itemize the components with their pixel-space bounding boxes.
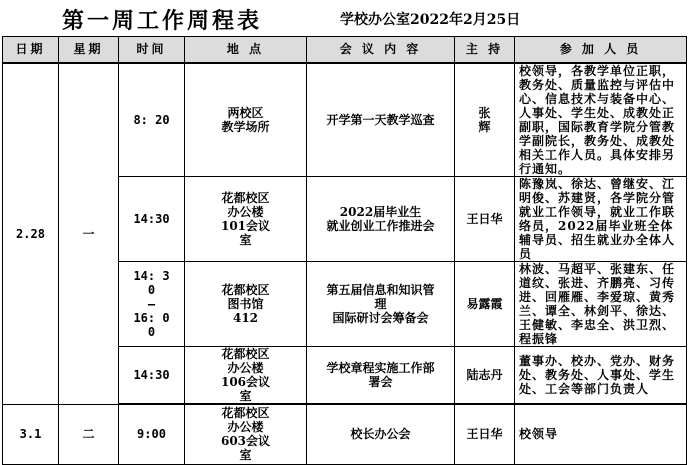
col-header-people: 参 加 人 员 xyxy=(515,37,687,63)
content-cell: 学校章程实施工作部 署会 xyxy=(307,346,455,404)
table-row xyxy=(3,63,687,177)
weekday-cell: 二 xyxy=(59,404,119,464)
place-cell: 花都校区 办公楼 101会议 室 xyxy=(185,176,307,261)
date-cell: 3.1 xyxy=(3,404,59,464)
place-cell: 花都校区 图书馆 412 xyxy=(185,261,307,346)
host-cell: 陆志丹 xyxy=(455,346,515,404)
people-cell: 林波、马超平、张建东、任道纹、张进、齐鹏亮、习传进、回雁雁、李爱琼、黄秀兰、谭全、林剑平、徐达、王健敏、李忠全、洪卫烈、程振锋 xyxy=(515,261,687,346)
place-cell: 花都校区 办公楼 106会议 室 xyxy=(185,346,307,404)
people-cell: 陈豫岚、徐达、曾继安、江明俊、苏建贤，各学院分管就业工作领导，就业工作联络员，2022届毕业班全体辅导员、招生就业办全体人员 xyxy=(515,176,687,261)
time-cell: 8: 20 xyxy=(119,63,185,177)
people-cell: 校领导，各教学单位正职，教务处、质量监控与评估中心、信息技术与装备中心、人事处、学生处、成教处正副职，国际教育学院分管教学副院长，教务处、成教处相关工作人员。具体安排另行通知。 xyxy=(515,63,687,177)
content-cell: 2022届毕业生 就业创业工作推进会 xyxy=(307,176,455,261)
time-cell: 9:00 xyxy=(119,404,185,464)
place-cell: 两校区 教学场所 xyxy=(185,63,307,177)
schedule-table xyxy=(2,36,687,465)
people-cell: 董事办、校办、党办、财务处、教务处、人事处、学生处、工会等部门负责人 xyxy=(515,346,687,404)
time-cell: 14:30 xyxy=(119,176,185,261)
content-cell: 校长办公会 xyxy=(307,404,455,464)
time-cell: 14: 3 0 – 16: 0 0 xyxy=(119,261,185,346)
col-header-time: 时间 xyxy=(119,37,185,63)
col-header-weekday: 星期 xyxy=(59,37,119,63)
col-header-date: 日期 xyxy=(3,37,59,63)
table-row xyxy=(3,404,687,464)
content-cell: 开学第一天教学巡查 xyxy=(307,63,455,177)
host-cell: 易露霞 xyxy=(455,261,515,346)
col-header-host: 主 持 xyxy=(455,37,515,63)
people-cell: 校领导 xyxy=(515,404,687,464)
col-header-place: 地 点 xyxy=(185,37,307,63)
page-title: 第一周工作周程表 xyxy=(62,8,263,34)
time-cell: 14:30 xyxy=(119,346,185,404)
host-cell: 张 辉 xyxy=(455,63,515,177)
place-cell: 花都校区 办公楼 603会议 室 xyxy=(185,404,307,464)
host-cell: 王日华 xyxy=(455,176,515,261)
date-cell: 2.28 xyxy=(3,63,59,405)
header xyxy=(0,0,690,36)
col-header-content: 会 议 内 容 xyxy=(307,37,455,63)
header-row xyxy=(3,37,687,63)
weekday-cell: 一 xyxy=(59,63,119,405)
host-cell: 王日华 xyxy=(455,404,515,464)
content-cell: 第五届信息和知识管 理 国际研讨会筹备会 xyxy=(307,261,455,346)
office-date: 学校办公室2022年2月25日 xyxy=(340,12,521,28)
